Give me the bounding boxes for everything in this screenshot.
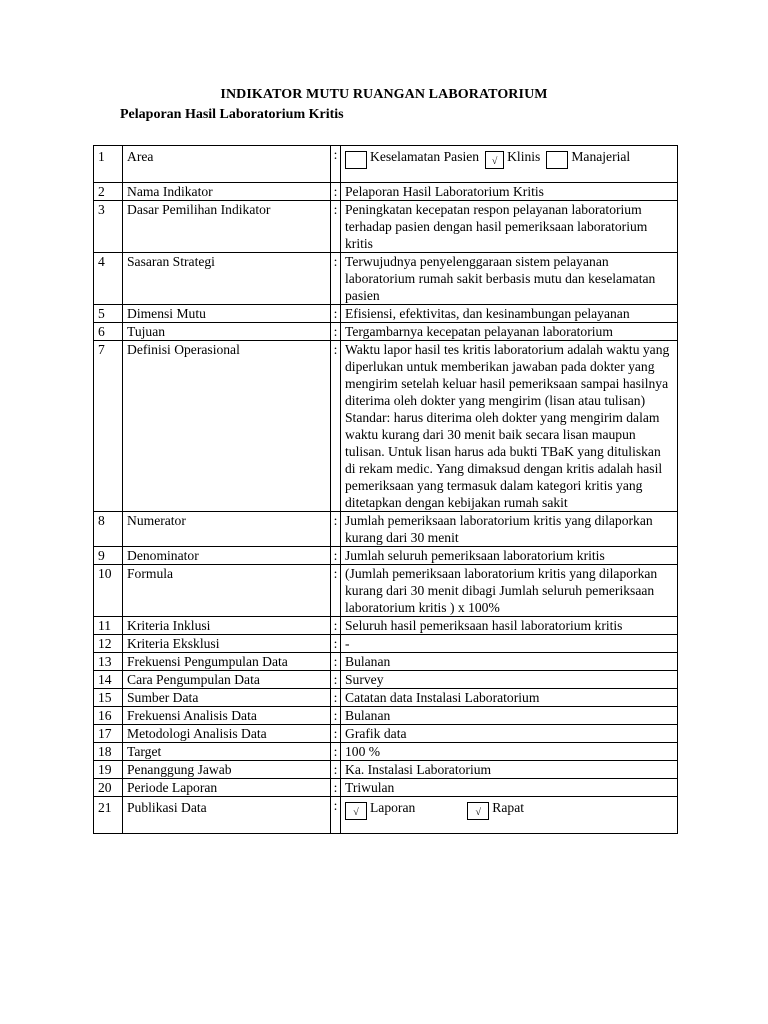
area-options bbox=[345, 148, 673, 169]
row-value: Survey bbox=[341, 671, 678, 689]
checkbox-manajerial[interactable] bbox=[546, 151, 568, 169]
row-number: 11 bbox=[94, 617, 123, 635]
row-separator: : bbox=[331, 341, 341, 512]
row-label: Definisi Operasional bbox=[123, 341, 331, 512]
row-number: 2 bbox=[94, 183, 123, 201]
option-label-laporan: Laporan bbox=[370, 800, 416, 815]
row-separator: : bbox=[331, 183, 341, 201]
row-number: 18 bbox=[94, 743, 123, 761]
row-label: Sasaran Strategi bbox=[123, 253, 331, 305]
row-number: 19 bbox=[94, 761, 123, 779]
checkbox-klinis[interactable] bbox=[485, 151, 504, 169]
row-separator: : bbox=[331, 201, 341, 253]
row-separator: : bbox=[331, 323, 341, 341]
row-label: Frekuensi Pengumpulan Data bbox=[123, 653, 331, 671]
check-mark-icon: √ bbox=[475, 807, 482, 818]
row-number: 4 bbox=[94, 253, 123, 305]
option-label-rapat: Rapat bbox=[492, 800, 525, 815]
table-row bbox=[94, 653, 678, 671]
row-value: (Jumlah pemeriksaan laboratorium kritis yang dilaporkan kurang dari 30 menit dibagi Jumlah seluruh pemeriksaan laboratorium kritis ) x 100% bbox=[341, 565, 678, 617]
row-value: - bbox=[341, 635, 678, 653]
row-label: Kriteria Eksklusi bbox=[123, 635, 331, 653]
area-options-cell bbox=[341, 146, 678, 183]
table-row bbox=[94, 323, 678, 341]
row-number: 14 bbox=[94, 671, 123, 689]
row-label: Dimensi Mutu bbox=[123, 305, 331, 323]
row-label: Sumber Data bbox=[123, 689, 331, 707]
row-separator: : bbox=[331, 253, 341, 305]
row-value: Catatan data Instalasi Laboratorium bbox=[341, 689, 678, 707]
table-row bbox=[94, 565, 678, 617]
row-label: Tujuan bbox=[123, 323, 331, 341]
row-number: 6 bbox=[94, 323, 123, 341]
row-separator: : bbox=[331, 761, 341, 779]
option-label-manajerial: Manajerial bbox=[571, 149, 631, 164]
row-label: Target bbox=[123, 743, 331, 761]
row-label: Formula bbox=[123, 565, 331, 617]
row-number: 8 bbox=[94, 512, 123, 547]
row-separator: : bbox=[331, 743, 341, 761]
row-label: Nama Indikator bbox=[123, 183, 331, 201]
row-number: 17 bbox=[94, 725, 123, 743]
row-value: Seluruh hasil pemeriksaan hasil laboratorium kritis bbox=[341, 617, 678, 635]
row-number: 13 bbox=[94, 653, 123, 671]
table-row bbox=[94, 743, 678, 761]
row-separator: : bbox=[331, 779, 341, 797]
row-label: Cara Pengumpulan Data bbox=[123, 671, 331, 689]
row-label: Numerator bbox=[123, 512, 331, 547]
row-separator: : bbox=[331, 653, 341, 671]
table-row bbox=[94, 707, 678, 725]
row-number: 1 bbox=[94, 146, 123, 183]
row-separator: : bbox=[331, 547, 341, 565]
option-label-klinis: Klinis bbox=[507, 149, 541, 164]
row-separator: : bbox=[331, 146, 341, 183]
row-label: Area bbox=[123, 146, 331, 183]
document-title: INDIKATOR MUTU RUANGAN LABORATORIUM bbox=[220, 87, 548, 102]
row-separator: : bbox=[331, 671, 341, 689]
table-row-publikasi bbox=[94, 797, 678, 834]
row-value: Terwujudnya penyelenggaraan sistem pelayanan laboratorium rumah sakit berbasis mutu dan keselamatan pasien bbox=[341, 253, 678, 305]
row-number: 9 bbox=[94, 547, 123, 565]
checkbox-laporan[interactable] bbox=[345, 802, 367, 820]
table-row bbox=[94, 201, 678, 253]
row-value: Peningkatan kecepatan respon pelayanan laboratorium terhadap pasien dengan hasil pemeriksaan laboratorium kritis bbox=[341, 201, 678, 253]
table-row bbox=[94, 761, 678, 779]
row-value: Waktu lapor hasil tes kritis laboratorium adalah waktu yang diperlukan untuk memberikan jawaban pada dokter yang mengirim setelah keluar hasil pemeriksaan sampai hasilnya diterima oleh dokter yang mengirim (lisan atau tulisan) Standar: harus diterima oleh dokter yang mengirim dalam waktu kurang dari 30 menit baik secara lisan maupun tulisan. Untuk lisan harus ada bukti TBaK yang dituliskan di rekam medic. Yang dimaksud dengan kritis adalah hasil pemeriksaan yang termasuk dalam kategori kritis yang ditetapkan dengan kebijakan rumah sakit bbox=[341, 341, 678, 512]
row-separator: : bbox=[331, 565, 341, 617]
table-row bbox=[94, 725, 678, 743]
row-label: Kriteria Inklusi bbox=[123, 617, 331, 635]
row-label: Frekuensi Analisis Data bbox=[123, 707, 331, 725]
table-row bbox=[94, 779, 678, 797]
table-row bbox=[94, 547, 678, 565]
row-label: Denominator bbox=[123, 547, 331, 565]
row-separator: : bbox=[331, 797, 341, 834]
checkbox-keselamatan-pasien[interactable] bbox=[345, 151, 367, 169]
option-label-keselamatan-pasien: Keselamatan Pasien bbox=[370, 149, 480, 164]
row-value: Bulanan bbox=[341, 653, 678, 671]
row-number: 15 bbox=[94, 689, 123, 707]
row-separator: : bbox=[331, 512, 341, 547]
row-separator: : bbox=[331, 725, 341, 743]
row-value: Jumlah pemeriksaan laboratorium kritis yang dilaporkan kurang dari 30 menit bbox=[341, 512, 678, 547]
row-number: 3 bbox=[94, 201, 123, 253]
row-separator: : bbox=[331, 617, 341, 635]
table-row bbox=[94, 617, 678, 635]
table-row bbox=[94, 671, 678, 689]
row-number: 12 bbox=[94, 635, 123, 653]
row-number: 7 bbox=[94, 341, 123, 512]
publikasi-options-cell bbox=[341, 797, 678, 834]
row-value: 100 % bbox=[341, 743, 678, 761]
row-label: Penanggung Jawab bbox=[123, 761, 331, 779]
row-value: Bulanan bbox=[341, 707, 678, 725]
row-label: Periode Laporan bbox=[123, 779, 331, 797]
check-mark-icon: √ bbox=[491, 156, 498, 167]
row-label: Dasar Pemilihan Indikator bbox=[123, 201, 331, 253]
row-separator: : bbox=[331, 689, 341, 707]
row-value: Triwulan bbox=[341, 779, 678, 797]
row-label: Metodologi Analisis Data bbox=[123, 725, 331, 743]
row-value: Jumlah seluruh pemeriksaan laboratorium kritis bbox=[341, 547, 678, 565]
table-row bbox=[94, 512, 678, 547]
row-number: 5 bbox=[94, 305, 123, 323]
table-row bbox=[94, 635, 678, 653]
row-value: Pelaporan Hasil Laboratorium Kritis bbox=[341, 183, 678, 201]
row-number: 16 bbox=[94, 707, 123, 725]
row-value: Grafik data bbox=[341, 725, 678, 743]
indicator-table bbox=[93, 145, 678, 834]
row-separator: : bbox=[331, 635, 341, 653]
table-row bbox=[94, 253, 678, 305]
publikasi-options bbox=[345, 799, 673, 820]
table-row bbox=[94, 341, 678, 512]
table-row bbox=[94, 183, 678, 201]
row-value: Efisiensi, efektivitas, dan kesinambungan pelayanan bbox=[341, 305, 678, 323]
document-subtitle: Pelaporan Hasil Laboratorium Kritis bbox=[120, 107, 344, 122]
table-row bbox=[94, 689, 678, 707]
checkbox-rapat[interactable] bbox=[467, 802, 489, 820]
row-value: Tergambarnya kecepatan pelayanan laboratorium bbox=[341, 323, 678, 341]
row-number: 21 bbox=[94, 797, 123, 834]
row-separator: : bbox=[331, 707, 341, 725]
table-row bbox=[94, 305, 678, 323]
row-value: Ka. Instalasi Laboratorium bbox=[341, 761, 678, 779]
row-number: 10 bbox=[94, 565, 123, 617]
row-label: Publikasi Data bbox=[123, 797, 331, 834]
table-row-area bbox=[94, 146, 678, 183]
row-separator: : bbox=[331, 305, 341, 323]
check-mark-icon: √ bbox=[353, 807, 359, 818]
row-number: 20 bbox=[94, 779, 123, 797]
